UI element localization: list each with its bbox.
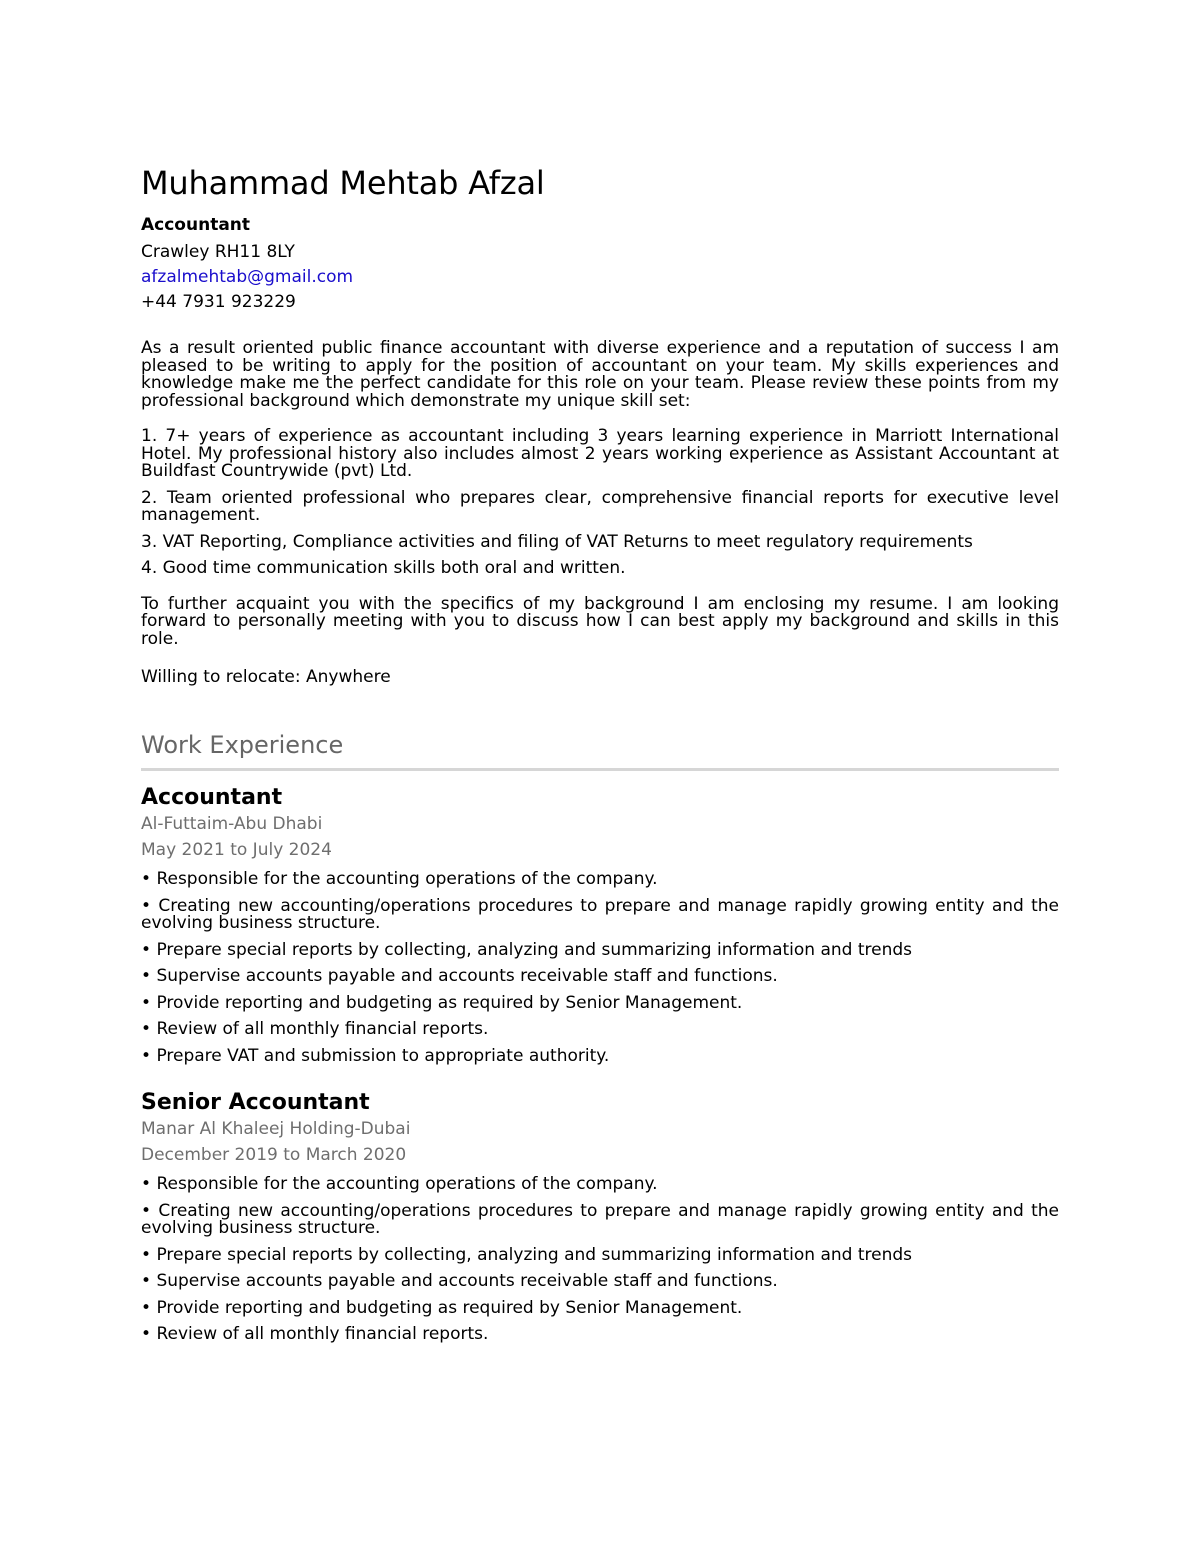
job-dates: May 2021 to July 2024 xyxy=(141,840,332,860)
summary-intro: As a result oriented public finance accountant with diverse experience and a reputation of success I am pleased to be writing to apply for the position of accountant on your team. My skills experiences and knowledge make me the perfect candidate for this role on your team. Please review these points from my professional background which demonstrate my unique skill set: xyxy=(141,338,1059,411)
duty-item xyxy=(141,1176,1059,1194)
duty-text: Prepare special reports by collecting, analyzing and summarizing information and trends xyxy=(156,939,913,960)
bullet-icon: • xyxy=(141,1045,152,1066)
location: Crawley RH11 8LY xyxy=(141,242,295,262)
summary-point: 4. Good time communication skills both oral and written. xyxy=(141,558,626,578)
duty-text: Review of all monthly financial reports. xyxy=(156,1324,489,1344)
duty-text: Supervise accounts payable and accounts receivable staff and functions. xyxy=(156,1271,778,1291)
duty-item xyxy=(141,1045,1059,1066)
job-title: Senior Accountant xyxy=(141,1090,370,1115)
email-link[interactable]: afzalmehtab@gmail.com xyxy=(141,267,354,287)
duty-item xyxy=(141,1244,1059,1265)
bullet-icon: • xyxy=(141,992,152,1013)
job-company: Manar Al Khaleej Holding-Dubai xyxy=(141,1119,411,1139)
bullet-icon: • xyxy=(141,966,152,986)
bullet-icon: • xyxy=(141,1244,152,1265)
bullet-icon: • xyxy=(141,1019,152,1039)
duty-item xyxy=(141,1021,1059,1039)
bullet-icon: • xyxy=(141,939,152,960)
bullet-icon: • xyxy=(141,1271,152,1291)
summary-point: 3. VAT Reporting, Compliance activities and filing of VAT Returns to meet regulatory requirements xyxy=(141,531,973,552)
duty-text: Creating new accounting/operations procedures to prepare and manage rapidly growing entity and the evolving business structure. xyxy=(141,1200,1059,1238)
section-divider xyxy=(141,768,1059,771)
duty-text: Creating new accounting/operations procedures to prepare and manage rapidly growing entity and the evolving business structure. xyxy=(141,895,1059,933)
job-dates: December 2019 to March 2020 xyxy=(141,1145,407,1165)
bullet-icon: • xyxy=(141,1174,152,1194)
headline: Accountant xyxy=(141,215,251,235)
contact-block xyxy=(141,214,1059,315)
summary-point: 1. 7+ years of experience as accountant including 3 years learning experience in Marriott International Hotel. My professional history also includes almost 2 years working experience as Assistant Accountant at Buildfast Countrywide (pvt) Ltd. xyxy=(141,426,1059,481)
duty-text: Provide reporting and budgeting as required by Senior Management. xyxy=(156,992,743,1013)
duty-text: Review of all monthly financial reports. xyxy=(156,1019,489,1039)
duty-item xyxy=(141,1326,1059,1344)
bullet-icon: • xyxy=(141,1200,152,1221)
duty-text: Supervise accounts payable and accounts receivable staff and functions. xyxy=(156,966,778,986)
duty-item xyxy=(141,939,1059,960)
bullet-icon: • xyxy=(141,1297,152,1318)
summary-section xyxy=(141,340,1059,686)
summary-point: 2. Team oriented professional who prepares clear, comprehensive financial reports for executive level management. xyxy=(141,487,1059,525)
duty-text: Responsible for the accounting operations of the company. xyxy=(156,869,658,889)
job-duties-list xyxy=(141,1176,1059,1344)
bullet-icon: • xyxy=(141,895,152,916)
bullet-icon: • xyxy=(141,1324,152,1344)
duty-item xyxy=(141,1273,1059,1291)
candidate-name: Muhammad Mehtab Afzal xyxy=(141,164,545,202)
summary-closing: To further acquaint you with the specifics of my background I am enclosing my resume. I am looking forward to personally meeting with you to discuss how I can best apply my background and skills in this role. xyxy=(141,593,1059,649)
duty-text: Provide reporting and budgeting as required by Senior Management. xyxy=(156,1297,743,1318)
duty-text: Prepare special reports by collecting, analyzing and summarizing information and trends xyxy=(156,1244,913,1265)
duty-text: Responsible for the accounting operations of the company. xyxy=(156,1174,658,1194)
job-entry xyxy=(141,785,1059,1074)
duty-item xyxy=(141,895,1059,933)
work-experience-heading: Work Experience xyxy=(141,731,344,759)
job-entry xyxy=(141,1090,1059,1353)
phone-number: +44 7931 923229 xyxy=(141,292,296,312)
bullet-icon: • xyxy=(141,869,152,889)
relocation-preference: Willing to relocate: Anywhere xyxy=(141,667,391,687)
duty-item xyxy=(141,1200,1059,1238)
duty-item xyxy=(141,992,1059,1013)
duty-item xyxy=(141,1297,1059,1318)
duty-item xyxy=(141,968,1059,986)
job-duties-list xyxy=(141,871,1059,1065)
duty-text: Prepare VAT and submission to appropriate authority. xyxy=(156,1045,610,1066)
duty-item xyxy=(141,871,1059,889)
job-title: Accountant xyxy=(141,785,283,810)
job-company: Al-Futtaim-Abu Dhabi xyxy=(141,814,323,834)
